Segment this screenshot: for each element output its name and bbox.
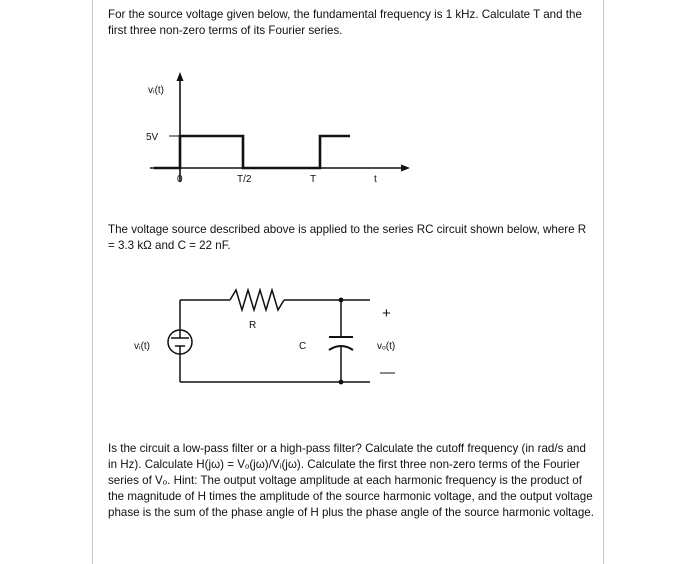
output-minus-sign: — — [380, 364, 395, 381]
tick-zero: 0 — [177, 174, 183, 185]
question-paragraph: Is the circuit a low-pass filter or a high-pass filter? Calculate the cutoff frequency (in rad/s and in Hz). Calculate H(jω) = Vₒ(jω)/Vᵢ(jω). Calculate the first three non-zero terms of the Fourier series of Vₒ. Hint: The output voltage amplitude at each harmonic frequency is the product of the magnitude of H times the amplitude of the source harmonic voltage, and the output voltage phase is the sum of the phase angle of H plus the phase angle of the source harmonic voltage. — [108, 442, 594, 519]
y-axis-label: vᵢ(t) — [148, 85, 165, 96]
source-label: vᵢ(t) — [134, 341, 151, 352]
tick-half-period: T/2 — [237, 174, 252, 185]
resistor-symbol — [230, 290, 284, 310]
output-plus-sign: + — [382, 305, 391, 322]
tick-time: t — [374, 174, 377, 185]
amplitude-label: 5V — [146, 132, 159, 143]
circuit-paragraph: The voltage source described above is applied to the series RC circuit shown below, where R = 3.3 kΩ and C = 22 nF. — [108, 223, 587, 252]
intro-paragraph: For the source voltage given below, the fundamental frequency is 1 kHz. Calculate T and the first three non-zero terms of its Fourier series. — [108, 8, 582, 37]
resistor-label: R — [249, 320, 257, 331]
capacitor-label: C — [299, 341, 307, 352]
output-label: vₒ(t) — [377, 341, 396, 352]
tick-period: T — [310, 174, 317, 185]
